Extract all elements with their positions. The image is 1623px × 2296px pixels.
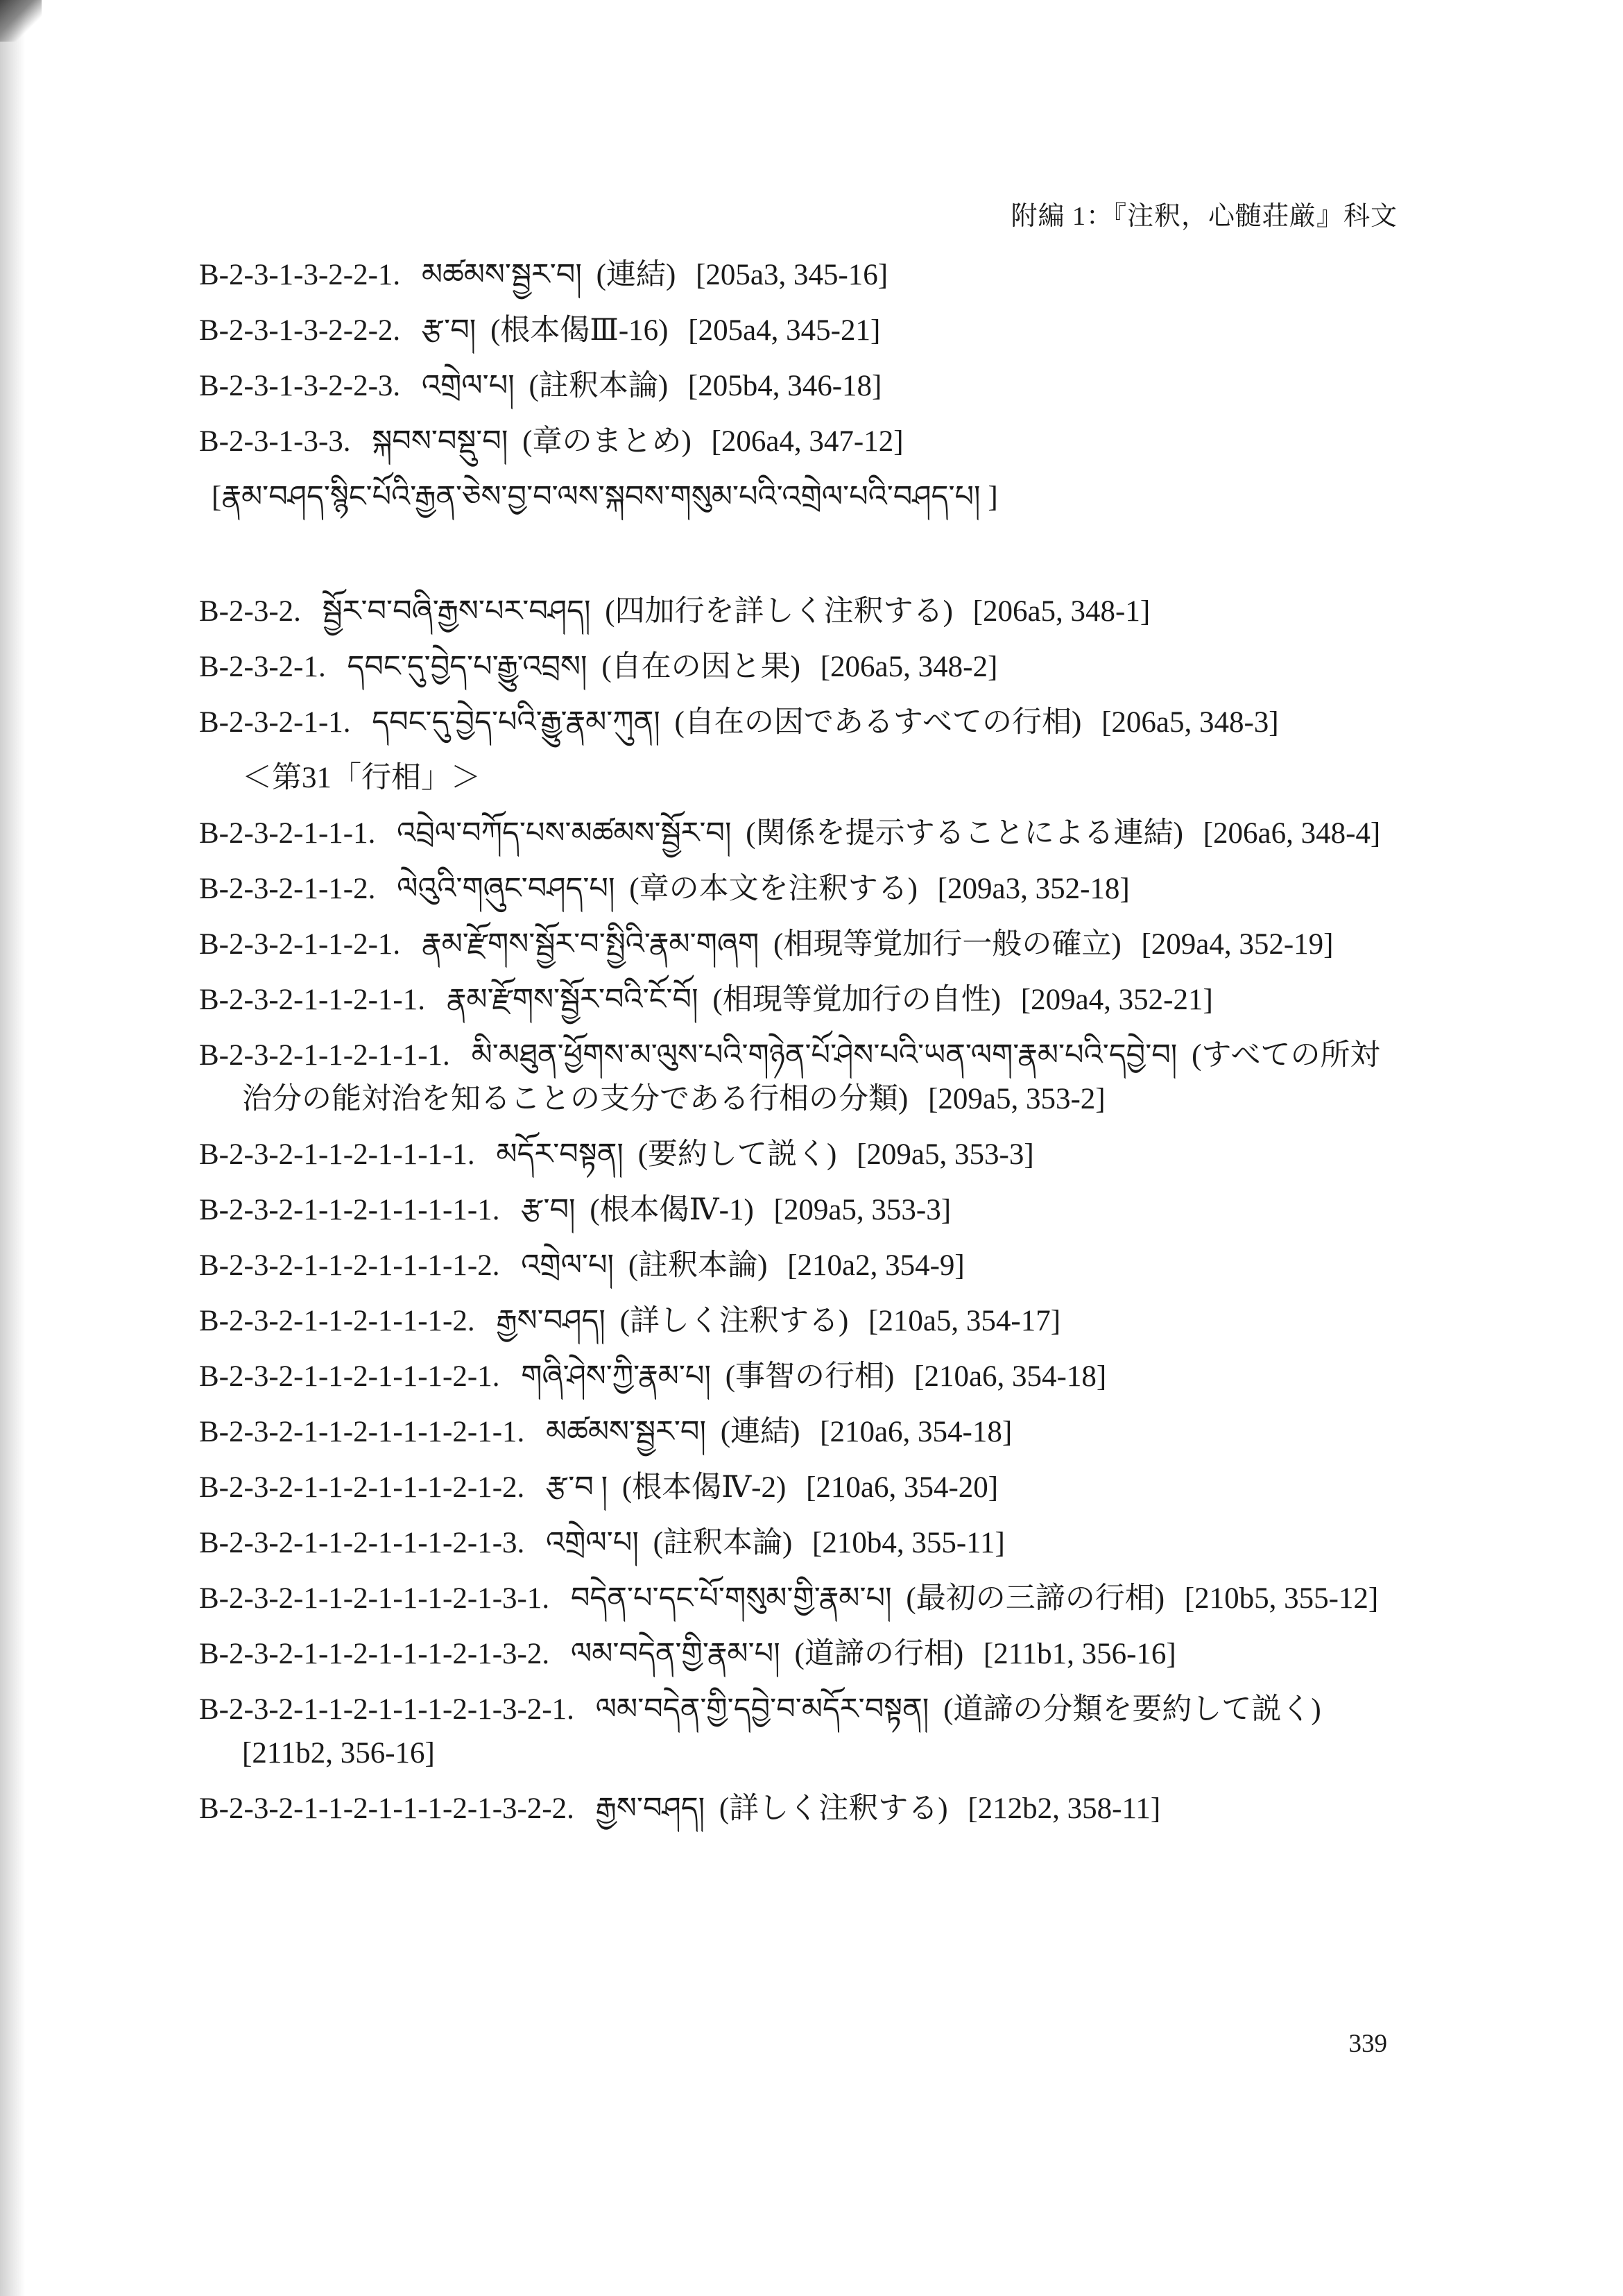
outline-entry: [199, 978, 1406, 1022]
outline-entry: [199, 701, 1406, 744]
entry-japanese: (註釈本論): [628, 1249, 768, 1282]
outline-entry: [199, 420, 1406, 463]
outline-entries: [199, 253, 1406, 1842]
entry-tibetan: དབང་དུ་བྱེད་པའི་རྒྱུ་རྣམ་ཀུན།: [372, 706, 660, 739]
outline-entry: [199, 645, 1406, 689]
entry-code: B-2-3-2-1-1-2-1-1-1-2-1-3-2-1.: [199, 1693, 574, 1726]
entry-reference: [205a4, 345-21]: [688, 314, 881, 347]
entry-code: B-2-3-2-1-1-2-1-1-1-2-1-3-1.: [199, 1582, 550, 1615]
entry-tibetan: བདེན་པ་དང་པོ་གསུམ་གྱི་རྣམ་པ།: [570, 1582, 892, 1615]
entry-reference: [210a6, 354-18]: [820, 1416, 1013, 1448]
entry-code: B-2-3-2-1-1-2-1-1-1-1.: [199, 1138, 475, 1171]
outline-group-2: [199, 590, 1406, 744]
entry-tibetan: མི་མཐུན་ཕྱོགས་མ་ལུས་པའི་གཉེན་པོ་ཤེས་པའི་ཡན་ལག་རྣམ་པའི་དབྱེ་བ།: [471, 1039, 1178, 1072]
entry-japanese: (要約して説く): [637, 1138, 837, 1171]
entry-tibetan: སྦྱོར་བ་བཞི་རྒྱས་པར་བཤད།: [322, 595, 591, 628]
entry-reference: [210b5, 355-12]: [1184, 1582, 1379, 1615]
entry-japanese: (根本偈Ⅲ-16): [490, 314, 669, 347]
outline-entry: [199, 309, 1406, 352]
entry-reference: [209a5, 353-3]: [773, 1194, 952, 1226]
entry-japanese: (相現等覚加行一般の確立): [773, 928, 1122, 961]
section-spacer: [199, 531, 1406, 590]
entry-tibetan: འགྲེལ་པ།: [421, 370, 515, 402]
entry-code: B-2-3-2-1-1.: [199, 706, 351, 739]
entry-reference: [206a4, 347-12]: [711, 425, 904, 458]
entry-tibetan: རྩ་བ།: [521, 1194, 576, 1226]
bracket-title-line: [རྣམ་བཤད་སྙིང་པོའི་རྒྱན་ཅེས་བྱ་བ་ལས་སྐབས་གསུམ་པའི་འགྲེལ་པའི་བཤད་པ། ]: [212, 481, 998, 513]
entry-tibetan: ལེའུའི་གཞུང་བཤད་པ།: [397, 873, 615, 905]
entry-japanese: (註釈本論): [653, 1527, 793, 1559]
entry-japanese: (連結): [596, 259, 676, 291]
running-header: 附編 1：『注釈，心髄荘厳』科文: [1011, 202, 1398, 231]
outline-entry: [199, 1521, 1406, 1565]
entry-japanese: (根本偈Ⅳ-1): [590, 1194, 754, 1226]
entry-code: B-2-3-1-3-3.: [199, 425, 351, 458]
entry-code: B-2-3-2-1-1-2-1-1-1-1-1.: [199, 1194, 500, 1226]
entry-reference: [210a6, 354-20]: [806, 1471, 999, 1504]
entry-code: B-2-3-2-1-1-2-1.: [199, 928, 401, 961]
entry-code: B-2-3-2-1-1-2-1-1-1-2-1-2.: [199, 1471, 525, 1504]
outline-entry: [199, 1299, 1406, 1343]
outline-entry: [199, 1577, 1406, 1620]
outline-entry: [199, 1410, 1406, 1454]
outline-group-3: [199, 812, 1406, 1831]
entry-tibetan: མཚམས་སྦྱར་བ།: [546, 1416, 707, 1448]
entry-reference: [209a5, 353-2]: [928, 1083, 1106, 1115]
entry-code: B-2-3-2-1.: [199, 651, 326, 683]
entry-code: B-2-3-2-1-1-2-1-1-1-1-2.: [199, 1249, 500, 1282]
entry-reference: [209a5, 353-3]: [857, 1138, 1034, 1171]
entry-reference: [209a4, 352-19]: [1141, 928, 1334, 961]
entry-japanese: (詳しく注釈する): [619, 1305, 849, 1337]
entry-japanese: (相現等覚加行の自性): [712, 984, 1002, 1016]
entry-code: B-2-3-2-1-1-2-1-1-1.: [199, 1039, 450, 1072]
entry-tibetan: རྩ་བ །: [546, 1471, 608, 1504]
outline-entry: [199, 1787, 1406, 1831]
outline-entry: [199, 867, 1406, 911]
entry-code: B-2-3-2-1-1-2.: [199, 873, 376, 905]
entry-reference: [210a6, 354-18]: [914, 1360, 1107, 1393]
entry-tibetan: ལམ་བདེན་གྱི་རྣམ་པ།: [570, 1638, 780, 1670]
entry-reference: [211b1, 356-16]: [983, 1638, 1176, 1670]
entry-reference: [205a3, 345-16]: [696, 259, 888, 291]
entry-reference: [210b4, 355-11]: [812, 1527, 1005, 1559]
entry-tibetan: འགྲེལ་པ།: [546, 1527, 639, 1559]
entry-reference: [210a2, 354-9]: [787, 1249, 965, 1282]
entry-tibetan: གཞི་ཤེས་ཀྱི་རྣམ་པ།: [521, 1360, 711, 1393]
entry-reference: [211b2, 356-16]: [242, 1737, 435, 1770]
entry-tibetan: རྒྱས་བཤད།: [496, 1305, 606, 1337]
entry-japanese: (事智の行相): [725, 1360, 895, 1393]
outline-entry: [199, 1133, 1406, 1176]
entry-japanese: (詳しく注釈する): [719, 1792, 948, 1825]
entry-code: B-2-3-2-1-1-2-1-1-1-2.: [199, 1305, 475, 1337]
entry-tibetan: དབང་དུ་བྱེད་པ་རྒྱུ་འབྲས།: [347, 651, 587, 683]
entry-code: B-2-3-2.: [199, 595, 301, 628]
outline-entry: [199, 1188, 1406, 1232]
entry-tibetan: རྒྱས་བཤད།: [595, 1792, 705, 1825]
outline-entry: [199, 590, 1406, 633]
entry-reference: [206a6, 348-4]: [1203, 817, 1381, 850]
entry-code: B-2-3-2-1-1-1.: [199, 817, 376, 850]
entry-japanese: (四加行を詳しく注釈する): [605, 595, 953, 628]
entry-tibetan: རྣམ་རྫོགས་སྦྱོར་བའི་ངོ་བོ།: [446, 984, 698, 1016]
entry-tibetan: མཚམས་སྦྱར་བ།: [421, 259, 582, 291]
entry-reference: [210a5, 354-17]: [868, 1305, 1061, 1337]
entry-tibetan: འགྲེལ་པ།: [521, 1249, 615, 1282]
entry-japanese: (註釈本論): [529, 370, 669, 402]
entry-code: B-2-3-2-1-1-2-1-1-1-2-1.: [199, 1360, 500, 1393]
entry-japanese: (章の本文を注釈する): [629, 873, 918, 905]
entry-code: B-2-3-2-1-1-2-1-1-1-2-1-3-2.: [199, 1638, 550, 1670]
entry-reference: [206a5, 348-3]: [1101, 706, 1279, 739]
entry-japanese: (連結): [720, 1416, 800, 1448]
outline-entry: [199, 1632, 1406, 1676]
entry-code: B-2-3-2-1-1-2-1-1-1-2-1-1.: [199, 1416, 525, 1448]
outline-entry: [199, 923, 1406, 966]
page-number: 339: [1348, 2030, 1387, 2058]
outline-entry: [199, 1034, 1406, 1121]
entry-japanese: (章のまとめ): [522, 425, 692, 458]
outline-entry: [199, 1244, 1406, 1287]
entry-japanese: (すべての所対治分の能対治を知ることの支分である行相の分類): [242, 1039, 1380, 1115]
entry-tibetan: རྣམ་རྫོགས་སྦྱོར་བ་སྤྱིའི་རྣམ་གཞག: [421, 928, 759, 961]
outline-group-1: [199, 253, 1406, 463]
entry-tibetan: སྐབས་བསྡུ་བ།: [372, 425, 508, 458]
outline-entry: [199, 812, 1406, 855]
entry-japanese: (道諦の行相): [794, 1638, 964, 1670]
entry-reference: [209a3, 352-18]: [937, 873, 1130, 905]
entry-code: B-2-3-2-1-1-2-1-1-1-2-1-3-2-2.: [199, 1792, 574, 1825]
outline-entry: [199, 253, 1406, 297]
entry-code: B-2-3-1-3-2-2-2.: [199, 314, 401, 347]
entry-japanese: (最初の三諦の行相): [906, 1582, 1165, 1615]
entry-reference: [205b4, 346-18]: [687, 370, 882, 402]
entry-reference: [206a5, 348-1]: [972, 595, 1151, 628]
entry-japanese: (道諦の分類を要約して説く): [943, 1693, 1321, 1726]
chapter-marker: ＜第31「行相」＞: [242, 762, 481, 794]
entry-tibetan: འབྲེལ་བཀོད་པས་མཚམས་སྦྱོར་བ།: [397, 817, 732, 850]
entry-code: B-2-3-1-3-2-2-3.: [199, 370, 401, 402]
entry-reference: [212b2, 358-11]: [968, 1792, 1161, 1825]
entry-japanese: (根本偈Ⅳ-2): [621, 1471, 787, 1504]
entry-japanese: (自在の因と果): [601, 651, 800, 683]
scan-corner-mark: [0, 0, 42, 42]
entry-japanese: (自在の因であるすべての行相): [674, 706, 1082, 739]
entry-code: B-2-3-2-1-1-2-1-1.: [199, 984, 425, 1016]
entry-tibetan: ལམ་བདེན་གྱི་དབྱེ་བ་མདོར་བསྟན།: [595, 1693, 929, 1726]
outline-entry: [199, 1688, 1406, 1775]
entry-tibetan: རྩ་བ།: [421, 314, 476, 347]
outline-entry: [199, 364, 1406, 408]
scan-edge-shadow: [0, 0, 25, 2296]
entry-code: B-2-3-2-1-1-2-1-1-1-2-1-3.: [199, 1527, 525, 1559]
entry-japanese: (関係を提示することによる連結): [746, 817, 1183, 850]
entry-reference: [206a5, 348-2]: [820, 651, 998, 683]
outline-entry: [199, 1466, 1406, 1509]
outline-entry: [199, 1355, 1406, 1398]
entry-reference: [209a4, 352-21]: [1020, 984, 1213, 1016]
entry-tibetan: མདོར་བསྟན།: [496, 1138, 624, 1171]
entry-code: B-2-3-1-3-2-2-1.: [199, 259, 401, 291]
